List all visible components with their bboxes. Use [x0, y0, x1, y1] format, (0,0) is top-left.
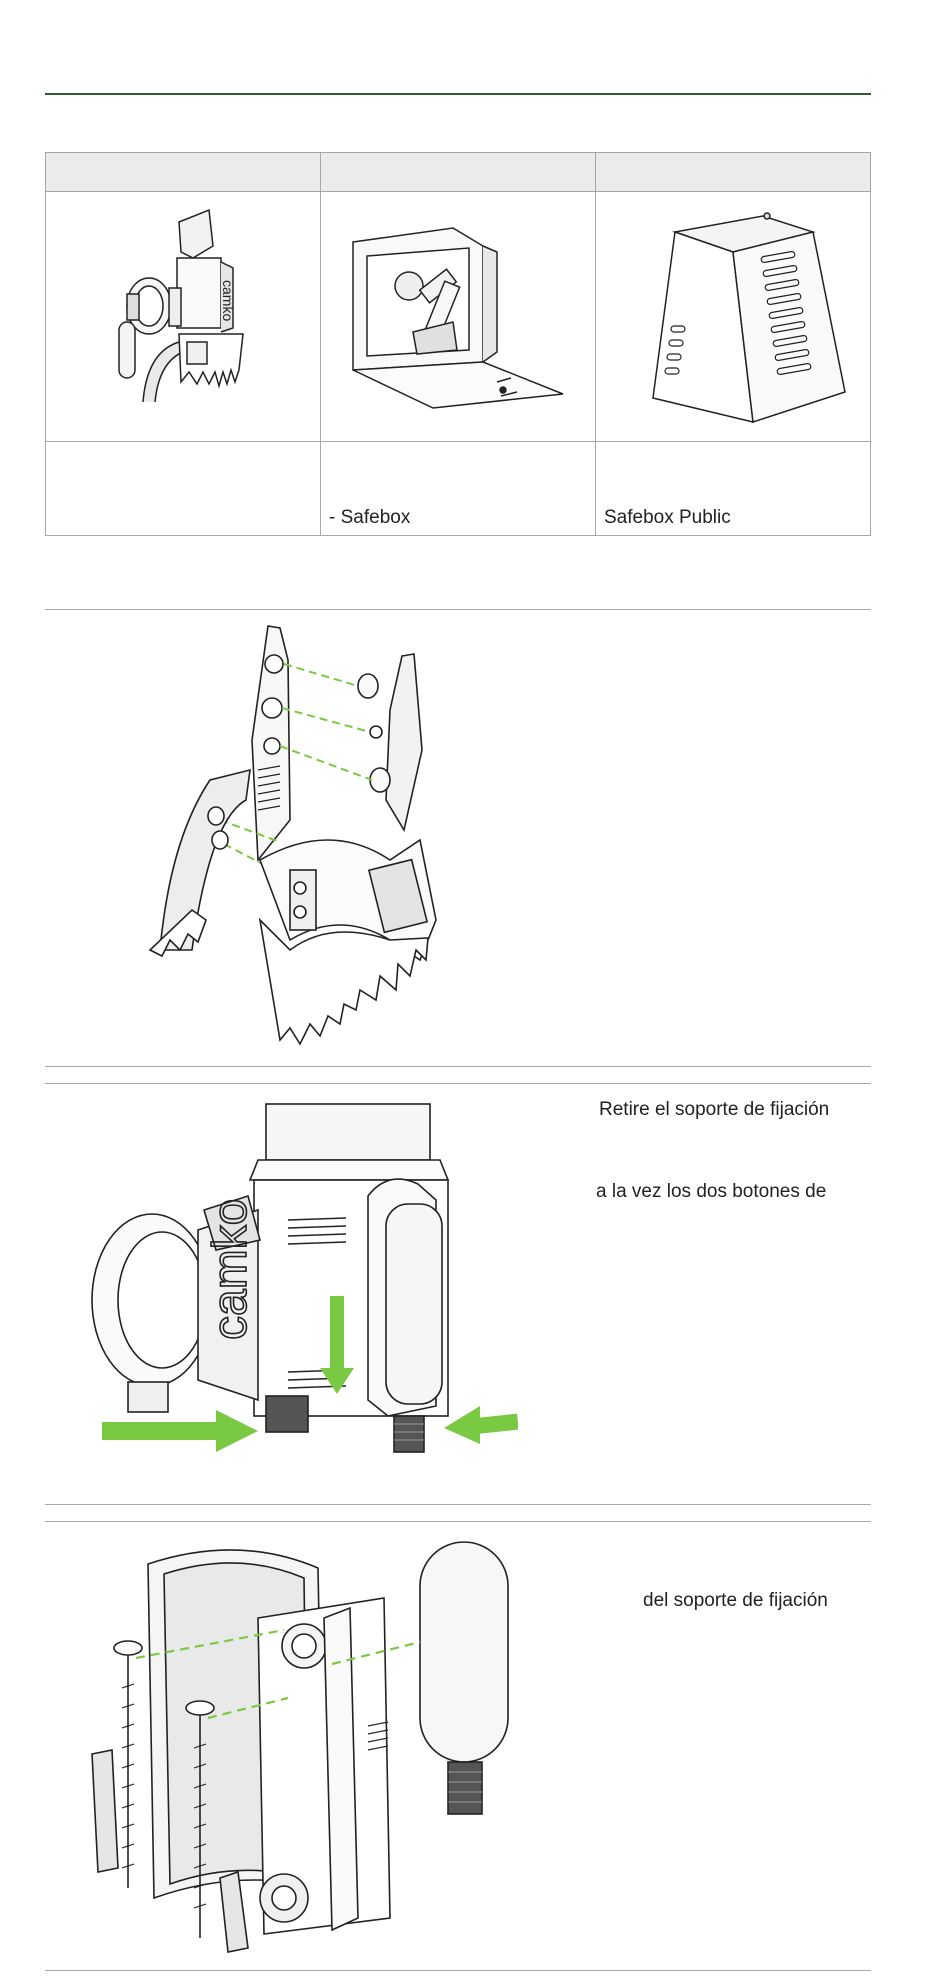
safebox-open-illustration [333, 222, 583, 412]
step-instruction-line: a la vez los dos botones de [596, 1181, 827, 1202]
section-divider [45, 1970, 871, 1971]
regulator-clamp-illustration [83, 202, 283, 432]
header-rule [45, 93, 871, 95]
table-header-cell [321, 153, 596, 192]
section-divider [45, 1066, 871, 1067]
table-header-row [46, 153, 871, 192]
clamp-jaws-exploded-illustration [140, 620, 460, 1060]
brand-mark: camko [220, 279, 236, 321]
table-cell [46, 192, 321, 442]
press-release-buttons-illustration [88, 1100, 518, 1490]
table-header-cell [46, 153, 321, 192]
section-divider [45, 1521, 871, 1522]
table-label-row [46, 442, 871, 536]
step-instruction-line: del soporte de fijación [643, 1590, 828, 1611]
step-instruction-line: Retire el soporte de fijación [599, 1099, 830, 1120]
section-divider [45, 1083, 871, 1084]
table-cell [596, 192, 871, 442]
product-label: - Safebox [321, 442, 596, 536]
section-divider [45, 1504, 871, 1505]
section-divider [45, 609, 871, 610]
product-comparison-table [45, 152, 871, 536]
product-label: Safebox Public [596, 442, 871, 536]
table-image-row [46, 192, 871, 442]
product-label [46, 442, 321, 536]
mounting-bracket-screws-illustration [88, 1538, 528, 1958]
brand-mark: camko [204, 1198, 257, 1340]
table-header-cell [596, 153, 871, 192]
safebox-public-cover-illustration [613, 202, 853, 432]
table-cell [321, 192, 596, 442]
